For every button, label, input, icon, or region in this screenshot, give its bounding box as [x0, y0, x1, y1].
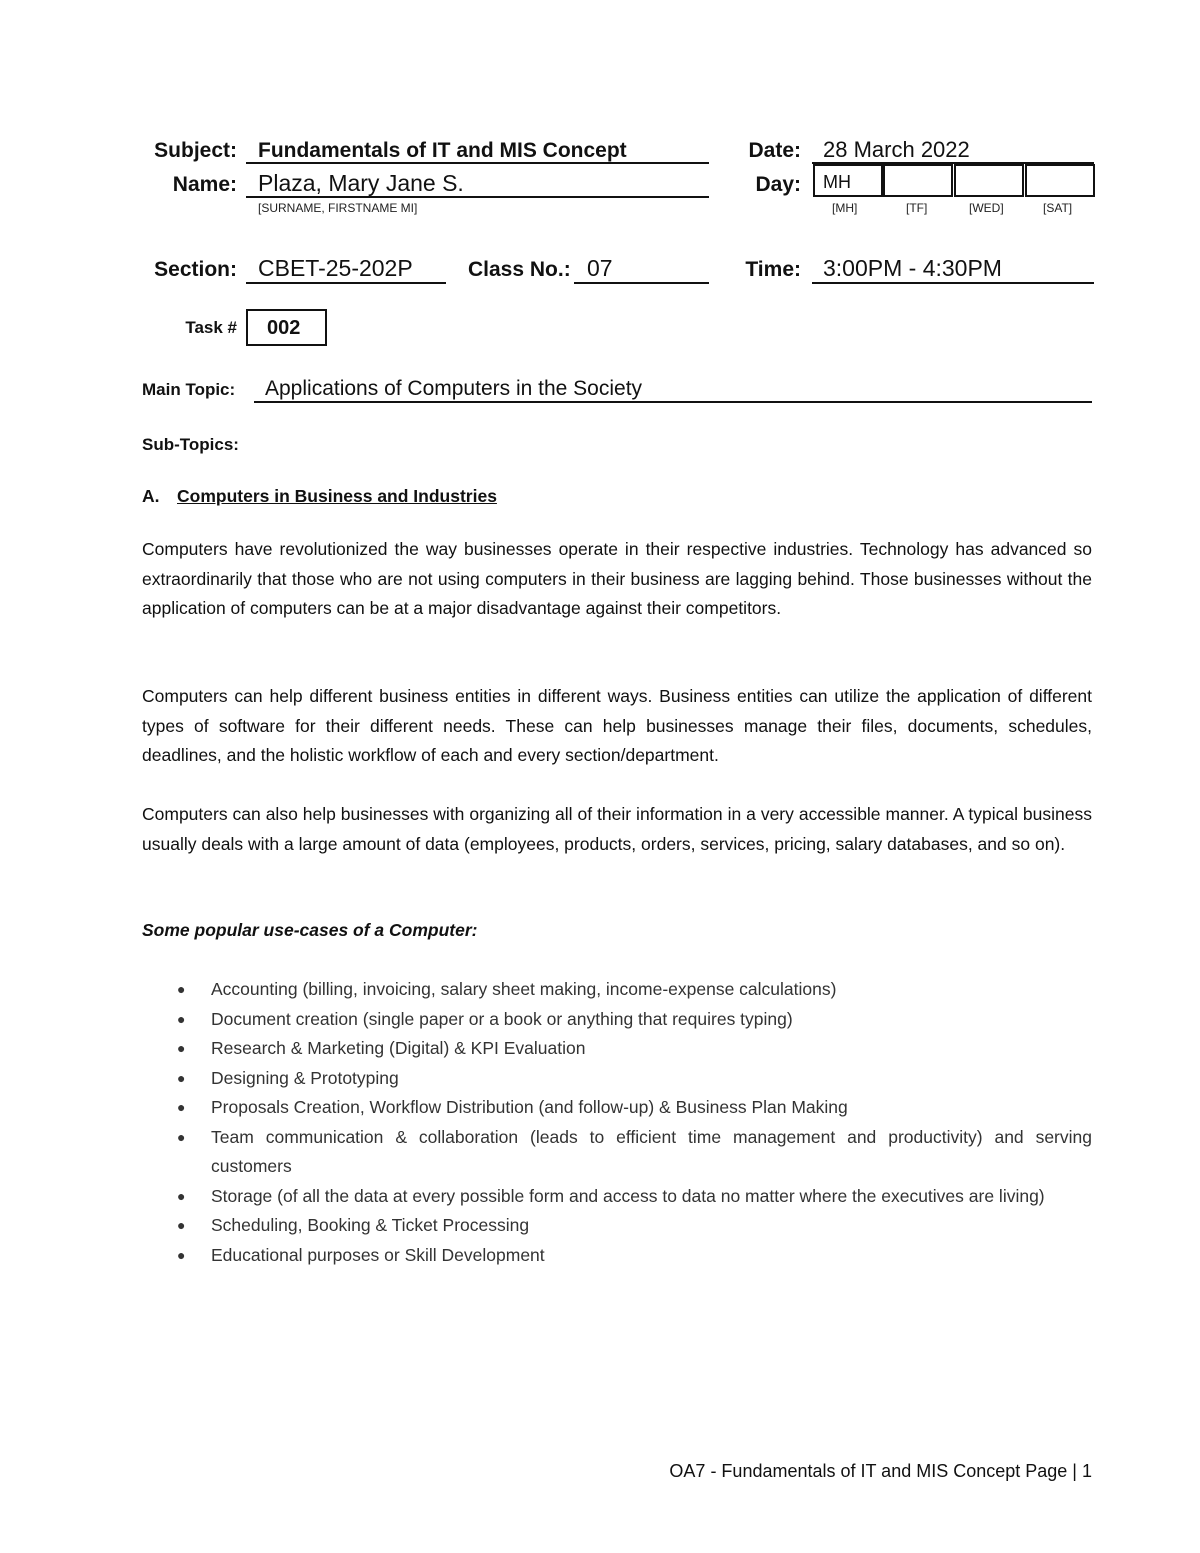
name-label: Name:: [172, 173, 237, 196]
day-hint-mh: [MH]: [832, 201, 858, 215]
list-item: ● Proposals Creation, Workflow Distribution (and follow-up) & Business Plan Making: [142, 1093, 1092, 1123]
subject-underline: [246, 162, 709, 164]
use-cases-heading: Some popular use-cases of a Computer:: [142, 920, 478, 940]
list-item: ● Team communication & collaboration (leads to efficient time management and productivity) and serving customers: [142, 1123, 1092, 1182]
main-topic-value: Applications of Computers in the Society: [265, 377, 643, 400]
classno-label: Class No.:: [468, 258, 571, 281]
page-footer: OA7 - Fundamentals of IT and MIS Concept Page | 1: [669, 1461, 1092, 1481]
main-topic-label: Main Topic:: [142, 380, 236, 399]
time-underline: [812, 282, 1094, 284]
name-hint: [SURNAME, FIRSTNAME MI]: [258, 201, 418, 215]
day-label: Day:: [755, 173, 801, 196]
use-cases-list: [142, 975, 1092, 1270]
section-underline: [246, 282, 446, 284]
list-item: ● Scheduling, Booking & Ticket Processing: [142, 1211, 1092, 1241]
paragraph-2: Computers can help different business entities in different ways. Business entities can utilize the application of different types of software for their different needs. These can help businesses manage their files, documents, schedules, deadlines, and the holistic workflow of each and every section/department.: [142, 686, 1092, 765]
bullet-icon: ●: [177, 1010, 186, 1027]
day-hint-sat: [SAT]: [1043, 201, 1073, 215]
list-item: ● Storage (of all the data at every possible form and access to data no matter where the executives are living): [142, 1182, 1092, 1212]
section-label: Section:: [154, 258, 237, 281]
day-box-mh: MH: [813, 164, 883, 197]
classno-value: 07: [587, 255, 613, 281]
task-label: Task #: [185, 318, 237, 337]
subject-label: Subject:: [154, 139, 237, 162]
bullet-icon: ●: [177, 1128, 186, 1145]
name-underline: [246, 196, 709, 198]
day-box-tf: [883, 164, 953, 197]
name-value: Plaza, Mary Jane S.: [258, 170, 464, 196]
day-box-wed: [954, 164, 1024, 197]
list-item: ● Document creation (single paper or a book or anything that requires typing): [142, 1005, 1092, 1035]
subtopics-label: Sub-Topics:: [142, 435, 239, 454]
date-value: 28 March 2022: [823, 137, 970, 162]
paragraph-1: Computers have revolutionized the way businesses operate in their respective industries. Technology has advanced so extraordinarily that those who are not using computers in their business are lagging behind. Those businesses without the application of computers can be at a major disadvantage against their competitors.: [142, 539, 1092, 618]
day-hint-tf: [TF]: [906, 201, 928, 215]
subject-value: Fundamentals of IT and MIS Concept: [258, 139, 627, 162]
time-label: Time:: [745, 258, 801, 281]
classno-underline: [574, 282, 709, 284]
bullet-icon: ●: [177, 981, 186, 997]
section-value: CBET-25-202P: [258, 255, 413, 281]
bullet-icon: ●: [177, 1246, 186, 1263]
bullet-icon: ●: [177, 1217, 186, 1233]
section-a-title: Computers in Business and Industries: [177, 486, 497, 506]
date-label: Date:: [748, 139, 801, 162]
list-item: ● Educational purposes or Skill Development: [142, 1241, 1092, 1271]
list-item: ● Designing & Prototyping: [142, 1064, 1092, 1094]
section-a-letter: A.: [142, 486, 160, 506]
list-item: ● Research & Marketing (Digital) & KPI Evaluation: [142, 1034, 1092, 1064]
list-item: ● Accounting (billing, invoicing, salary sheet making, income-expense calculations): [142, 975, 1092, 1005]
main-topic-underline: [254, 401, 1092, 403]
day-hint-wed: [WED]: [969, 201, 1004, 215]
bullet-icon: ●: [177, 1069, 186, 1086]
bullet-icon: ●: [177, 1040, 186, 1056]
bullet-icon: ●: [177, 1187, 186, 1204]
task-number-box: 002: [246, 309, 327, 346]
bullet-icon: ●: [177, 1099, 186, 1115]
time-value: 3:00PM - 4:30PM: [823, 255, 1002, 281]
paragraph-3: Computers can also help businesses with organizing all of their information in a very accessible manner. A typical business usually deals with a large amount of data (employees, products, orders, services, pricing, salary databases, and so on).: [142, 804, 1092, 854]
day-box-sat: [1025, 164, 1095, 197]
